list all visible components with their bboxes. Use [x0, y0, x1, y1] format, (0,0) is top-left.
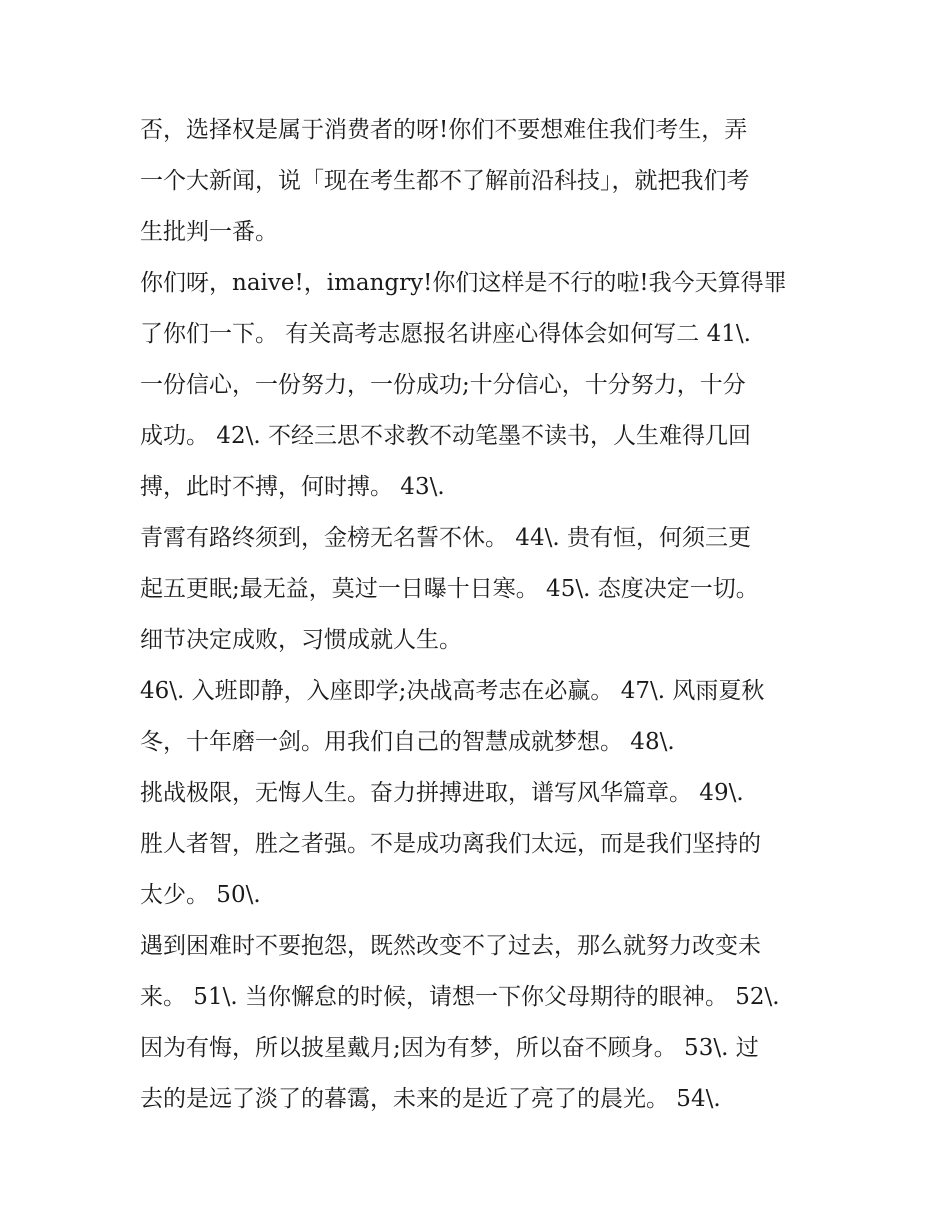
text-line: 你们呀，naive!，imangry!你们这样是不行的啦!我今天算得罪 [140, 270, 787, 296]
text-line: 生批判一番。 [140, 219, 278, 245]
text-line: 46\. 入班即静，入座即学;决战高考志在必赢。 47\. 风雨夏秋 [140, 678, 765, 704]
text-line: 一份信心，一份努力，一份成功;十分信心，十分努力，十分 [140, 372, 746, 398]
text-line: 冬，十年磨一剑。用我们自己的智慧成就梦想。 48\. [140, 729, 675, 755]
text-line: 搏，此时不搏，何时搏。 43\. [140, 474, 445, 500]
text-line: 去的是远了淡了的暮霭，未来的是近了亮了的晨光。 54\. [140, 1086, 721, 1112]
text-line: 太少。 50\. [140, 882, 261, 908]
text-line: 成功。 42\. 不经三思不求教不动笔墨不读书，人生难得几回 [140, 423, 751, 449]
text-line: 因为有悔，所以披星戴月;因为有梦，所以奋不顾身。 53\. 过 [140, 1035, 759, 1061]
text-line: 起五更眠;最无益，莫过一日曝十日寒。 45\. 态度决定一切。 [140, 576, 759, 602]
text-line: 否，选择权是属于消费者的呀!你们不要想难住我们考生，弄 [140, 117, 748, 143]
text-line: 一个大新闻，说「现在考生都不了解前沿科技」，就把我们考 [140, 168, 750, 194]
text-line: 来。 51\. 当你懈怠的时候，请想一下你父母期待的眼神。 52\. [140, 984, 780, 1010]
text-line: 挑战极限，无悔人生。奋力拼搏进取，谱写风华篇章。 49\. [140, 780, 744, 806]
text-line: 青霄有路终须到，金榜无名誓不休。 44\. 贵有恒，何须三更 [140, 525, 751, 551]
text-line: 细节决定成败，习惯成就人生。 [140, 627, 462, 653]
text-line: 胜人者智，胜之者强。不是成功离我们太远，而是我们坚持的 [140, 831, 761, 857]
text-line: 遇到困难时不要抱怨，既然改变不了过去，那么就努力改变未 [140, 933, 761, 959]
body-text [140, 105, 820, 1125]
text-line: 了你们一下。 有关高考志愿报名讲座心得体会如何写二 41\. [140, 321, 751, 347]
